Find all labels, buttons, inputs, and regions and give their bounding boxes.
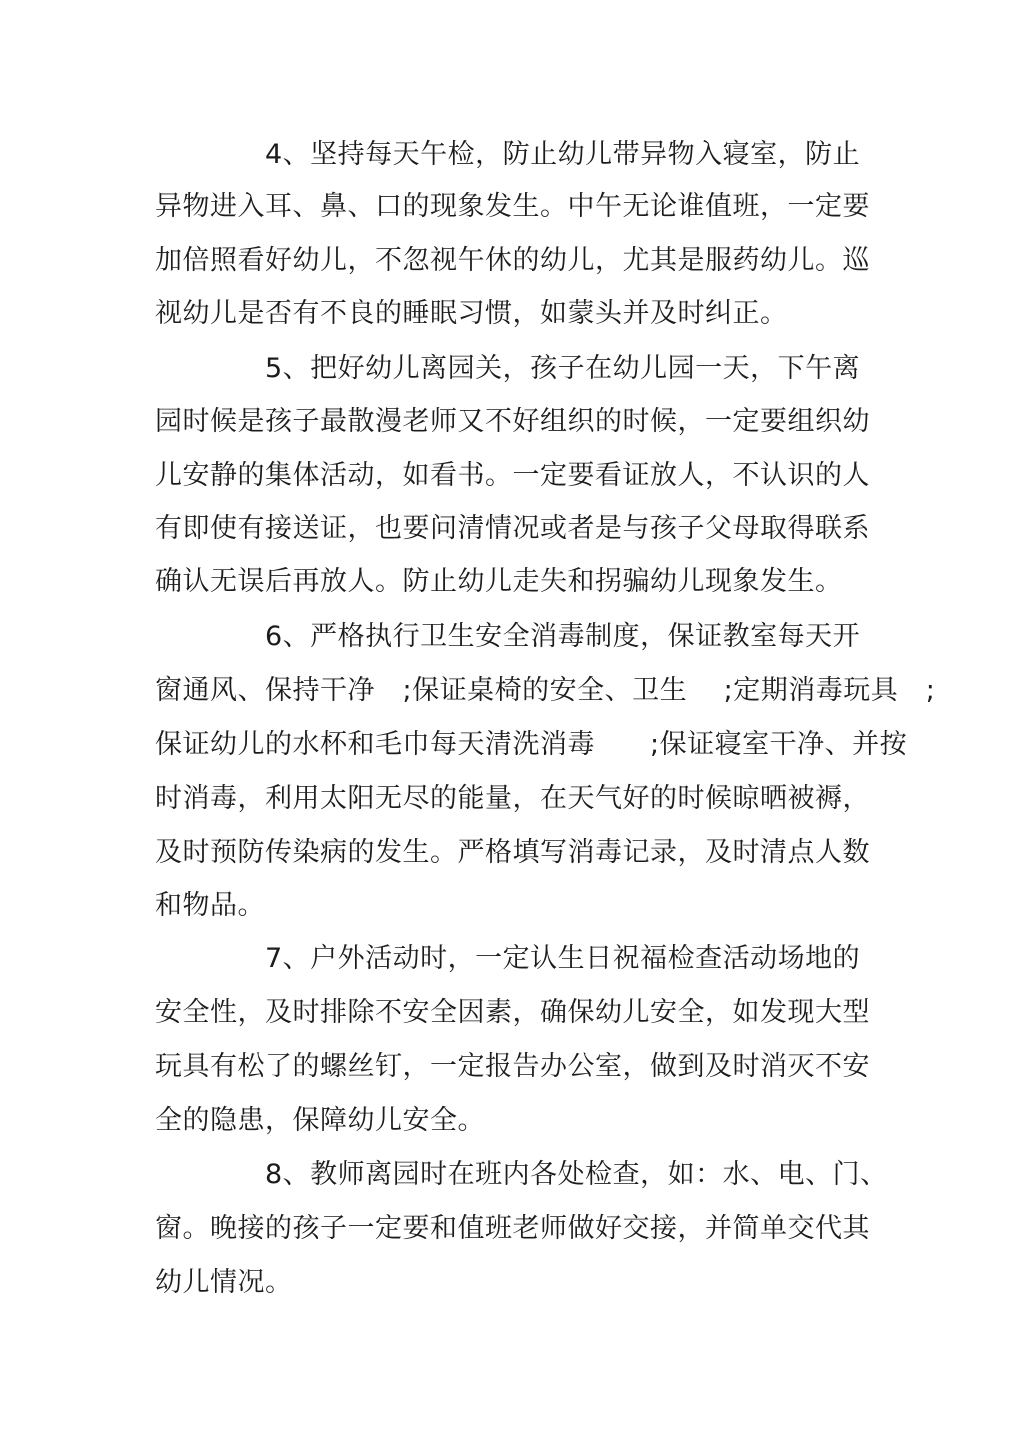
paragraph-5-line-3: 儿安静的集体活动，如看书。一定要看证放人，不认识的人: [155, 460, 870, 491]
paragraph-6-line-5: 及时预防传染病的发生。严格填写消毒记录，及时清点人数: [155, 837, 870, 868]
paragraph-4-line-1: 4、坚持每天午检，防止幼儿带异物入寝室，防止: [265, 139, 861, 170]
paragraph-8-line-2: 窗。晚接的孩子一定要和值班老师做好交接，并简单交代其: [155, 1213, 870, 1244]
paragraph-6-line-6: 和物品。: [155, 890, 265, 921]
paragraph-7-line-2: 安全性，及时排除不安全因素，确保幼儿安全，如发现大型: [155, 997, 870, 1028]
paragraph-7-line-3: 玩具有松了的螺丝钉，一定报告办公室，做到及时消灭不安: [155, 1051, 870, 1082]
paragraph-5-line-2: 园时候是孩子最散漫老师又不好组织的时候，一定要组织幼: [155, 406, 870, 437]
paragraph-6-line-4: 时消毒，利用太阳无尽的能量，在天气好的时候晾晒被褥，: [155, 783, 870, 814]
paragraph-8-line-1: 8、教师离园时在班内各处检查，如：水、电、门、: [265, 1159, 888, 1190]
paragraph-7-line-4: 全的隐患，保障幼儿安全。: [155, 1105, 485, 1136]
paragraph-6-line-2: 窗通风、保持干净 ;保证桌椅的安全、卫生 ;定期消毒玩具 ;: [155, 675, 936, 706]
paragraph-6-line-1: 6、严格执行卫生安全消毒制度，保证教室每天开: [265, 621, 861, 652]
paragraph-6-line-3: 保证幼儿的水杯和毛巾每天清洗消毒 ;保证寝室干净、并按: [155, 729, 908, 760]
paragraph-5-line-1: 5、把好幼儿离园关，孩子在幼儿园一天，下午离: [265, 353, 861, 384]
paragraph-4-line-3: 加倍照看好幼儿，不忽视午休的幼儿，尤其是服药幼儿。巡: [155, 245, 870, 276]
paragraph-5-line-5: 确认无误后再放人。防止幼儿走失和拐骗幼儿现象发生。: [155, 566, 843, 597]
paragraph-7-line-1: 7、户外活动时，一定认生日祝福检查活动场地的: [265, 943, 861, 974]
paragraph-4-line-2: 异物进入耳、鼻、口的现象发生。中午无论谁值班，一定要: [155, 191, 870, 222]
paragraph-4-line-4: 视幼儿是否有不良的睡眠习惯，如蒙头并及时纠正。: [155, 298, 788, 329]
paragraph-8-line-3: 幼儿情况。: [155, 1267, 293, 1298]
paragraph-5-line-4: 有即使有接送证，也要问清情况或者是与孩子父母取得联系: [155, 513, 870, 544]
